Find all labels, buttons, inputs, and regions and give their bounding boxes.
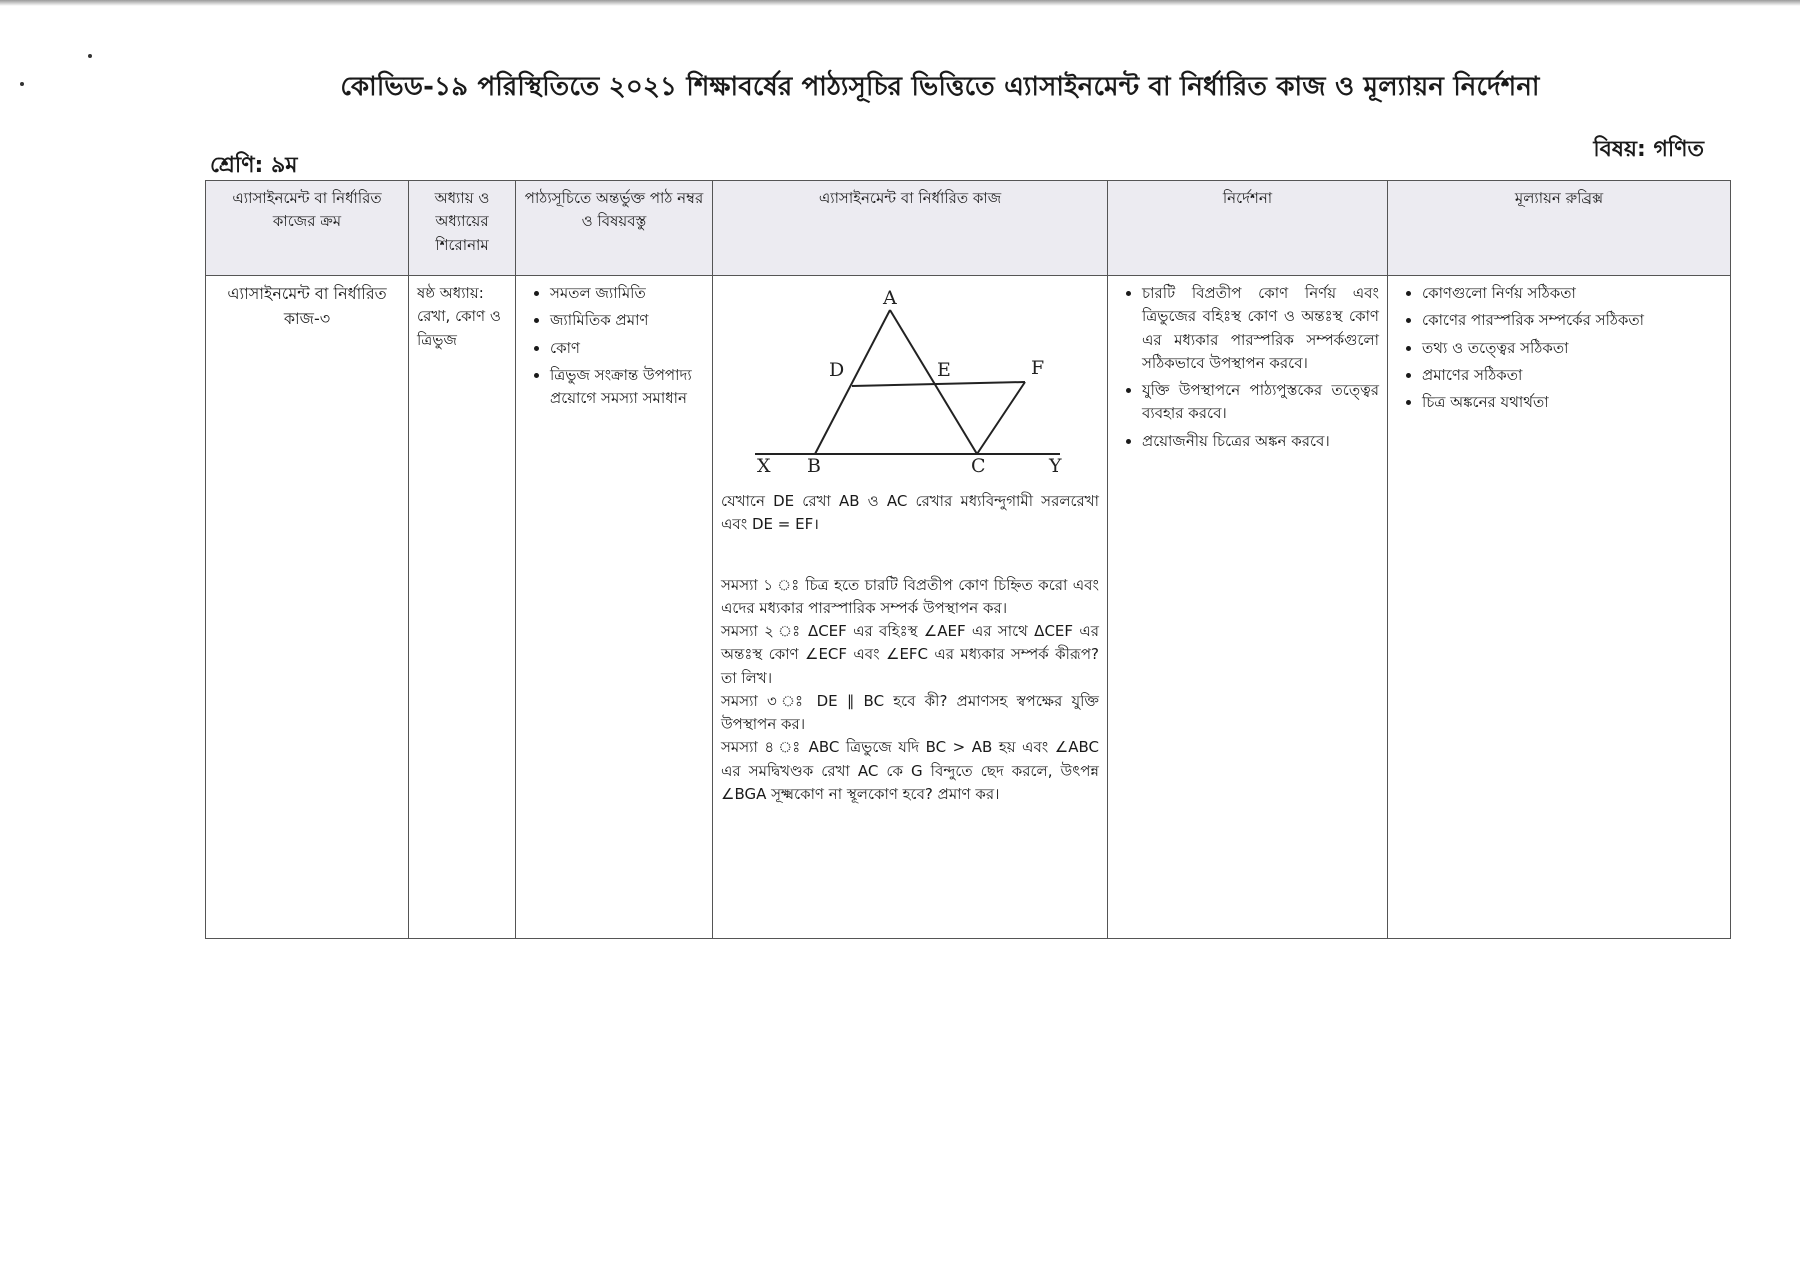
syllabus-list <box>524 282 704 410</box>
header-assignment-order: এ্যাসাইনমেন্ট বা নির্ধারিত কাজের ক্রম <box>206 181 409 276</box>
syllabus-cell <box>516 276 713 939</box>
problem-2: সমস্যা ২ ঃ ΔCEF এর বহিঃস্থ ∠AEF এর সাথে ΔCEF এর অন্তঃস্থ কোণ ∠ECF এবং ∠EFC এর মধ্যকার সম্পর্ক কীরূপ? তা লিখ। <box>721 622 1099 687</box>
line-ab <box>815 310 890 454</box>
scan-speck <box>88 54 92 58</box>
line-df <box>852 382 1025 386</box>
label-a: A <box>883 287 897 309</box>
header-rubrics: মূল্যায়ন রুব্রিক্স <box>1388 181 1731 276</box>
instructions-list <box>1116 282 1379 453</box>
label-e: E <box>937 359 951 381</box>
list-item: • প্রয়োজনীয় চিত্রের অঙ্কন করবে। <box>1142 430 1379 453</box>
diagram-description: যেখানে DE রেখা AB ও AC রেখার মধ্যবিন্দুগামী সরলরেখা এবং DE = EF। <box>721 492 1099 534</box>
assignment-table <box>205 180 1731 939</box>
table-row <box>206 276 1731 939</box>
label-y: Y <box>1049 455 1062 477</box>
list-item: • জ্যামিতিক প্রমাণ <box>550 309 704 332</box>
problem-1: সমস্যা ১ ঃ চিত্র হতে চারটি বিপ্রতীপ কোণ চিহ্নিত করো এবং এদের মধ্যকার পারস্পারিক সম্পর্ক উপস্থাপন কর। <box>721 575 1099 617</box>
assignment-cell <box>713 276 1108 939</box>
scan-edge-shadow <box>0 0 1800 6</box>
scan-speck <box>20 82 24 86</box>
header-assignment: এ্যাসাইনমেন্ট বা নির্ধারিত কাজ <box>713 181 1108 276</box>
instructions-cell <box>1108 276 1388 939</box>
document-title: কোভিড-১৯ পরিস্থিতিতে ২০২১ শিক্ষাবর্ষের পাঠ্যসূচির ভিত্তিতে এ্যাসাইনমেন্ট বা নির্ধারিত কাজ ও মূল্যায়ন নির্দেশনা <box>340 72 1540 102</box>
label-x: X <box>757 455 771 477</box>
list-item: • কোণগুলো নির্ণয় সঠিকতা <box>1422 282 1722 305</box>
problem-3: সমস্যা ৩ ঃ DE ∥ BC হবে কী? প্রমাণসহ স্বপক্ষের যুক্তি উপস্থাপন কর। <box>721 691 1099 733</box>
label-b: B <box>807 455 821 477</box>
line-fc <box>977 382 1025 454</box>
rubrics-list <box>1396 282 1722 414</box>
list-item: • সমতল জ্যামিতি <box>550 282 704 305</box>
class-label: শ্রেণি: ৯ম <box>210 153 298 178</box>
table-header-row <box>206 181 1731 276</box>
list-item: • কোণের পারস্পরিক সম্পর্কের সঠিকতা <box>1422 309 1722 332</box>
header-syllabus: পাঠ্যসূচিতে অন্তর্ভুক্ত পাঠ নম্বর ও বিষয়বস্তু <box>516 181 713 276</box>
chapter-cell: ষষ্ঠ অধ্যায়: রেখা, কোণ ও ত্রিভুজ <box>409 276 516 939</box>
list-item: • তথ্য ও তত্ত্বের সঠিকতা <box>1422 337 1722 360</box>
list-item: • যুক্তি উপস্থাপনে পাঠ্যপুস্তকের তত্ত্বের ব্যবহার করবে। <box>1142 379 1379 426</box>
assignment-order-cell: এ্যাসাইনমেন্ট বা নির্ধারিত কাজ-৩ <box>206 276 409 939</box>
list-item: • চারটি বিপ্রতীপ কোণ নির্ণয় এবং ত্রিভুজের বহিঃস্থ কোণ ও অন্তঃস্থ কোণ এর মধ্যকার পারস্পরিক সম্পর্কগুলো সঠিকভাবে উপস্থাপন করবে। <box>1142 282 1379 375</box>
problem-4: সমস্যা ৪ ঃ ABC ত্রিভুজে যদি BC > AB হয় এবং ∠ABC এর সমদ্বিখণ্ডক রেখা AC কে G বিন্দুতে ছেদ করলে, উৎপন্ন ∠BGA সূক্ষ্মকোণ না স্থূলকোণ হবে? প্রমাণ কর। <box>721 738 1099 803</box>
list-item: • চিত্র অঙ্কনের যথার্থতা <box>1422 391 1722 414</box>
subject-label: বিষয়: গণিত <box>1593 137 1704 162</box>
label-f: F <box>1031 357 1045 379</box>
label-c: C <box>971 455 986 477</box>
label-d: D <box>829 359 845 381</box>
line-ac <box>890 310 977 454</box>
header-chapter: অধ্যায় ও অধ্যায়ের শিরোনাম <box>409 181 516 276</box>
list-item: • প্রমাণের সঠিকতা <box>1422 364 1722 387</box>
triangle-diagram <box>745 282 1075 482</box>
header-instructions: নির্দেশনা <box>1108 181 1388 276</box>
list-item: • কোণ <box>550 337 704 360</box>
rubrics-cell <box>1388 276 1731 939</box>
list-item: • ত্রিভুজ সংক্রান্ত উপপাদ্য প্রয়োগে সমস্যা সমাধান <box>550 364 704 411</box>
